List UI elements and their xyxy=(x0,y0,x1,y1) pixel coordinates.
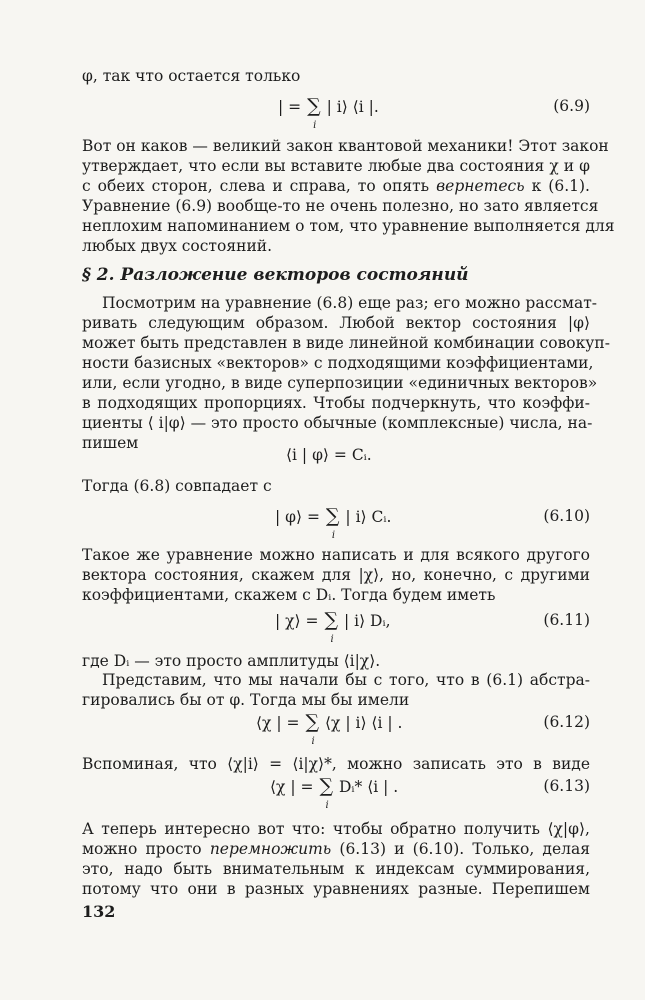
equation-ci: ⟨i | φ⟩ = Cᵢ. xyxy=(286,446,372,464)
sum-symbol: ∑ i xyxy=(324,609,339,645)
text-line: Вот он каков — великий закон квантовой механики! Этот закон xyxy=(82,137,609,155)
text-line: φ, так что остается только xyxy=(82,67,301,85)
text-line: или, если угодно, в виде суперпозиции «единичных векторов» xyxy=(82,374,598,392)
equation-number: (6.13) xyxy=(543,777,590,795)
text-line: где Dᵢ — это просто амплитуды ⟨i|χ⟩. xyxy=(82,652,381,670)
text-line: Уравнение (6.9) вообще-то не очень полезно, но зато является xyxy=(82,197,599,215)
equation-6-13: ⟨χ | = ∑ i Dᵢ* ⟨i | . (6.13) xyxy=(270,775,590,811)
text-line: Такое же уравнение можно написать и для всякого другого xyxy=(82,546,590,564)
text-line: можно просто перемножить (6.13) и (6.10). Только, делая xyxy=(82,840,590,858)
text-line: любых двух состояний. xyxy=(82,237,273,255)
text-line: Посмотрим на уравнение (6.8) еще раз; его можно рассмат- xyxy=(102,294,598,312)
equation-number: (6.12) xyxy=(543,713,590,731)
text-line: пишем xyxy=(82,434,139,452)
text-line: неплохим напоминанием о том, что уравнение выполняется для xyxy=(82,217,615,235)
text-line: утверждает, что если вы вставите любые два состояния χ и φ xyxy=(82,157,590,175)
text-line: ности базисных «векторов» с подходящими коэффициентами, xyxy=(82,354,594,372)
text-line: гировались бы от φ. Тогда мы бы имели xyxy=(82,691,410,709)
text-line: потому что они в разных уравнениях разные. Перепишем xyxy=(82,880,590,898)
text-line: может быть представлен в виде линейной комбинации совокуп- xyxy=(82,334,610,352)
text-line: Тогда (6.8) совпадает с xyxy=(82,477,272,495)
equation-number: (6.10) xyxy=(543,507,590,525)
equation-6-12: ⟨χ | = ∑ i ⟨χ | i⟩ ⟨i | . (6.12) xyxy=(256,711,590,747)
text-line: с обеих сторон, слева и справа, то опять вернетесь к (6.1). xyxy=(82,177,590,195)
page-number: 132 xyxy=(82,902,116,921)
sum-symbol: ∑ i xyxy=(305,711,320,747)
text-line: циенты ⟨ i|φ⟩ — это просто обычные (комплексные) числа, на- xyxy=(82,414,593,432)
equation-number: (6.11) xyxy=(543,611,590,629)
equation-6-9: | = ∑ i | i⟩ ⟨i |. (6.9) xyxy=(278,95,590,131)
section-heading: § 2. Разложение векторов состояний xyxy=(82,265,469,285)
text-line: это, надо быть внимательным к индексам суммирования, xyxy=(82,860,590,878)
sum-symbol: ∑ i xyxy=(325,505,340,541)
text-line: в подходящих пропорциях. Чтобы подчеркнуть, что коэффи- xyxy=(82,394,590,412)
text-line: А теперь интересно вот что: чтобы обратно получить ⟨χ|φ⟩, xyxy=(82,820,590,838)
text-line: вектора состояния, скажем для |χ⟩, но, конечно, с другими xyxy=(82,566,590,584)
text-line: ривать следующим образом. Любой вектор состояния |φ⟩ xyxy=(82,314,590,332)
text-line: коэффициентами, скажем с Dᵢ. Тогда будем иметь xyxy=(82,586,496,604)
equation-6-10: | φ⟩ = ∑ i | i⟩ Cᵢ. (6.10) xyxy=(275,505,590,541)
text-line: Вспоминая, что ⟨χ|i⟩ = ⟨i|χ⟩*, можно записать это в виде xyxy=(82,755,590,773)
text-line: Представим, что мы начали бы с того, что в (6.1) абстра- xyxy=(102,671,590,689)
equation-number: (6.9) xyxy=(553,97,590,115)
sum-symbol: ∑ i xyxy=(307,95,321,131)
equation-6-11: | χ⟩ = ∑ i | i⟩ Dᵢ, (6.11) xyxy=(275,609,590,645)
sum-symbol: ∑ i xyxy=(319,775,334,811)
